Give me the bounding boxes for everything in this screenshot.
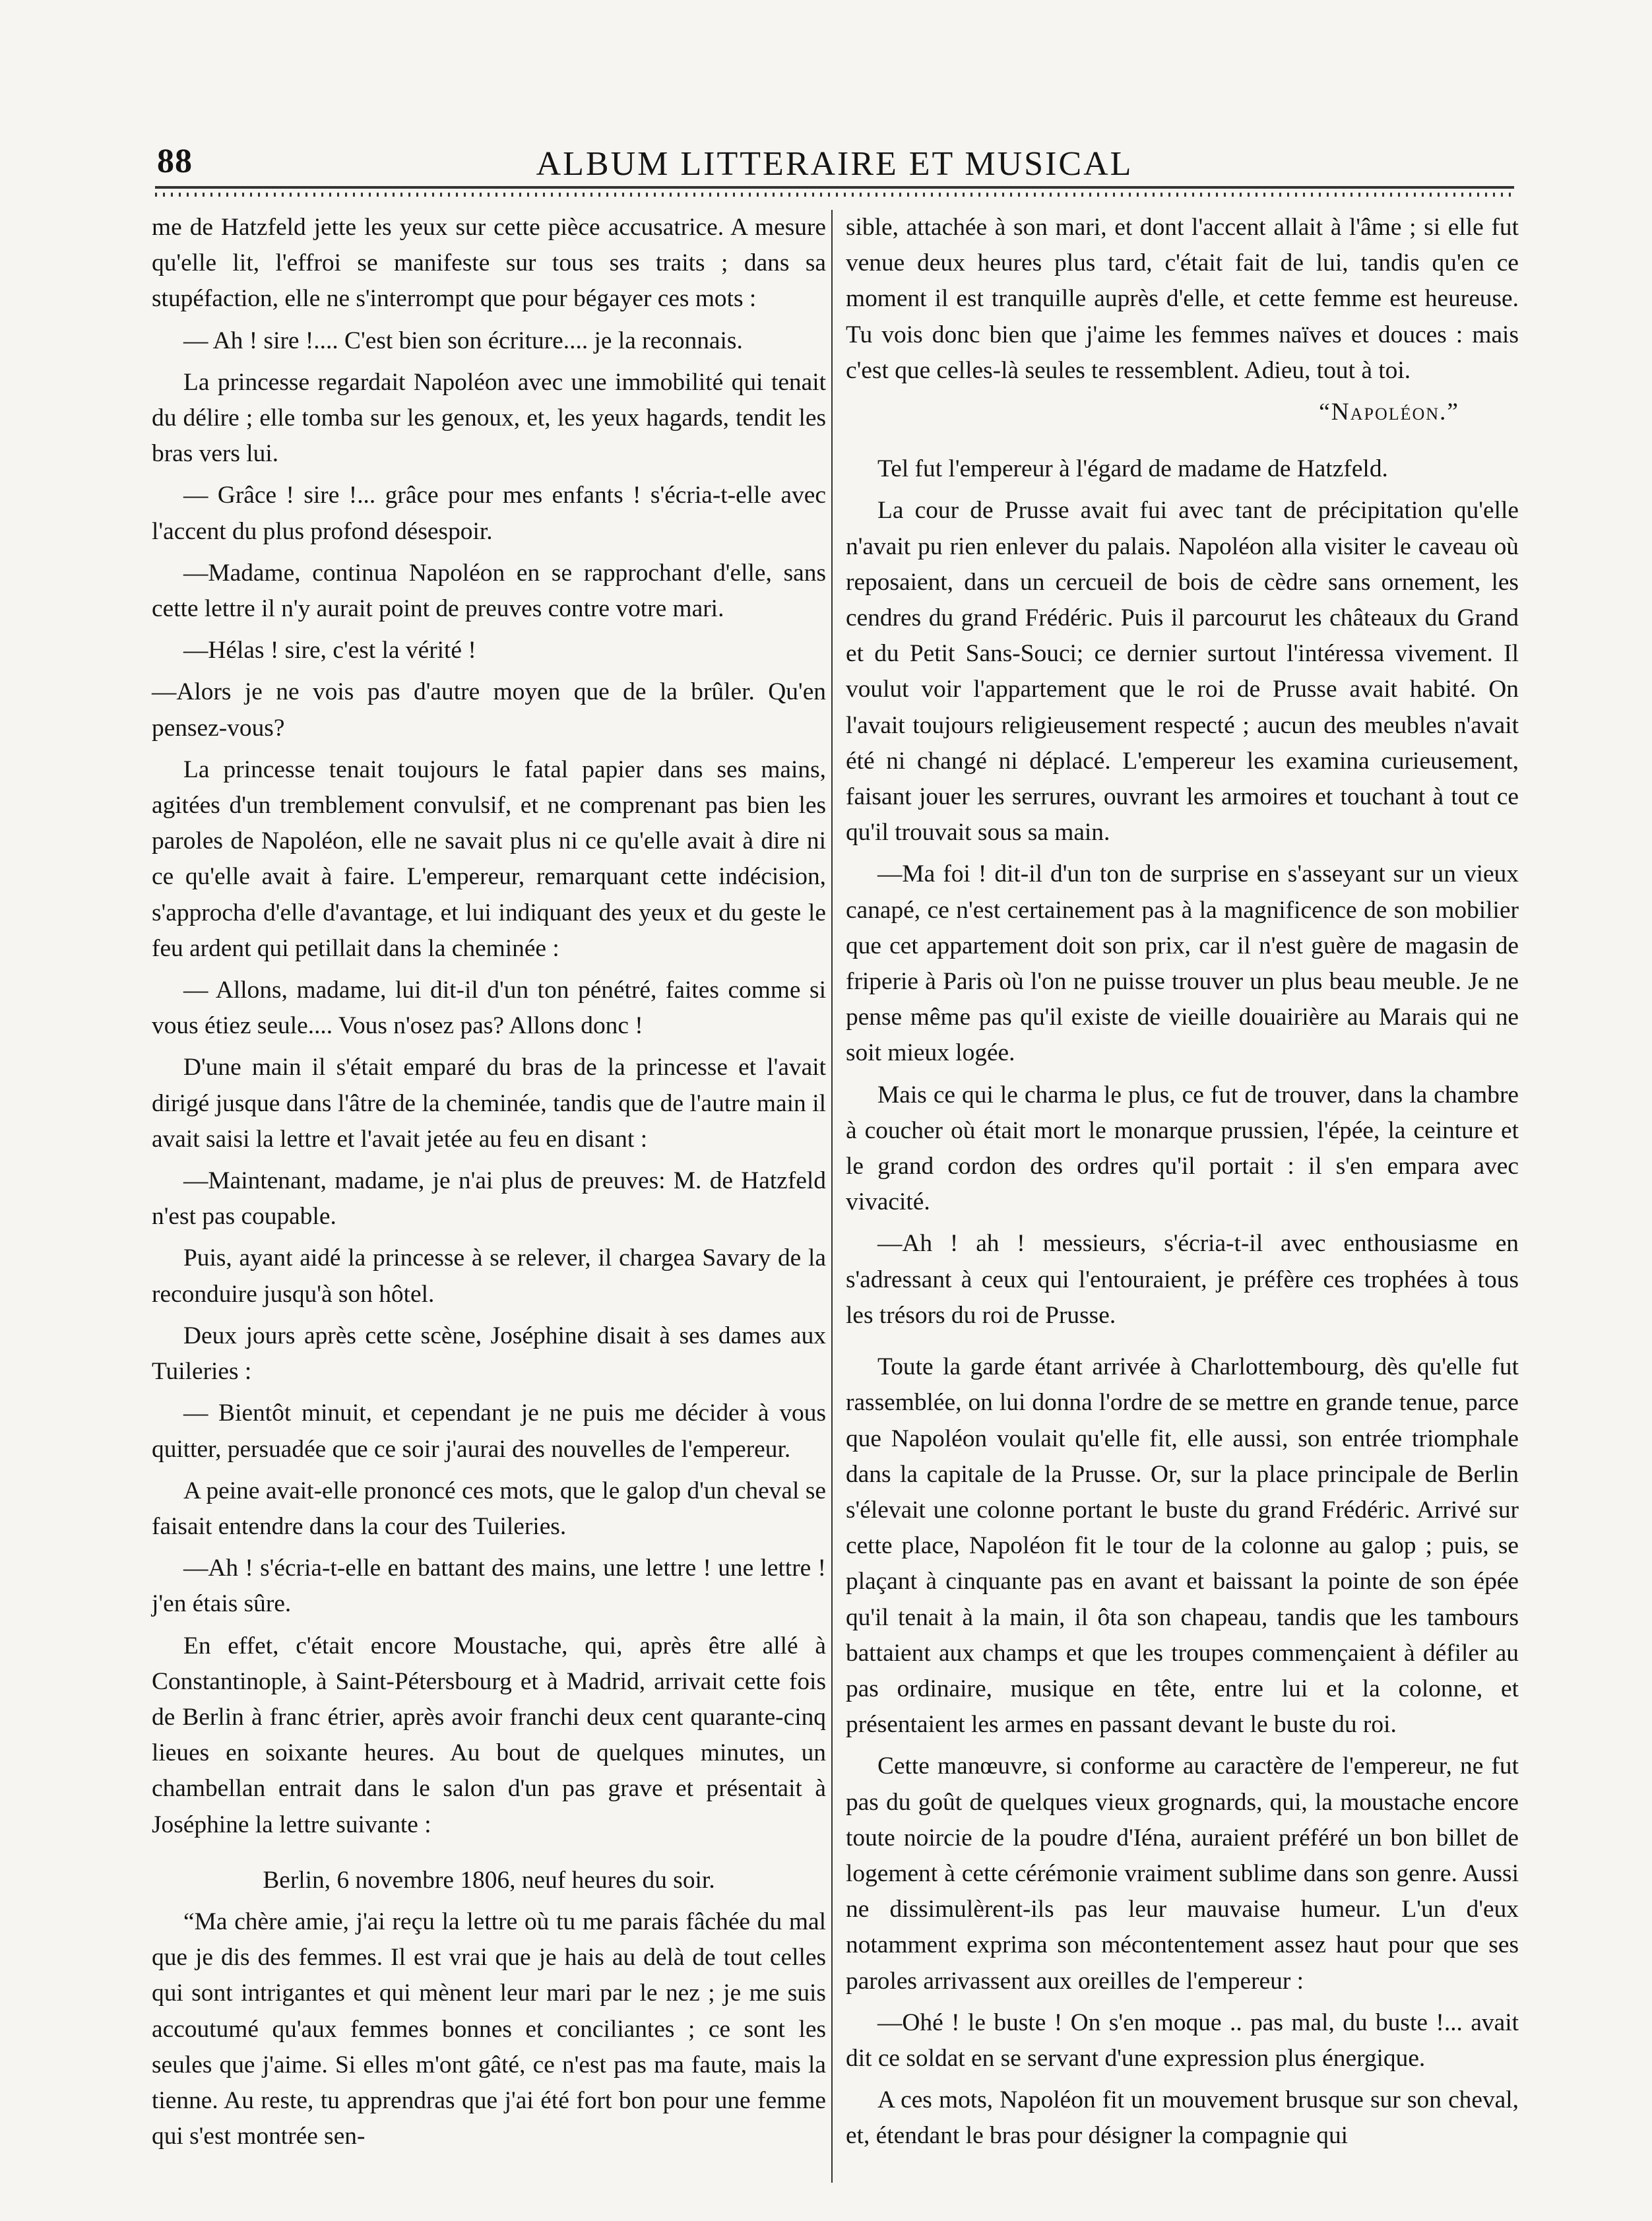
letter-text: sible, attachée à son mari, et dont l'accent allait à l'âme ; si elle fut venue deux heures plus tard, c'était fait de lui, tandis qu'en ce moment il est tranquille auprès d'elle, et cette femme est heureuse. Tu vois donc bien que j'aime les femmes naïves et douces : mais c'est que celles-là seules te ressemblent. Adieu, tout à toi. [846, 214, 1519, 384]
paragraph: A peine avait-elle prononcé ces mots, que le galop d'un cheval se faisait entendre dans la cour des Tuileries. [152, 1477, 826, 1540]
paragraph: — Ah ! sire !.... C'est bien son écriture.... je la reconnais. [183, 327, 743, 354]
page-title: ALBUM LITTERAIRE ET MUSICAL [536, 145, 1133, 183]
paragraph: —Alors je ne vois pas d'autre moyen que de la brûler. Qu'en pensez-vous? [152, 678, 826, 742]
paragraph: Cette manœuvre, si conforme au caractère de l'empereur, ne fut pas du goût de quelques vieux grognards, qui, la moustache encore toute noircie de la poudre d'Iéna, auraient préféré un bon billet de logement à cette cérémonie vraiment sublime dans son genre. Aussi ne dissimulèrent-ils pas leur mauvaise humeur. L'un d'eux notamment exprima son mécontentement assez haut pour que ses paroles arrivassent aux oreilles de l'empereur : [846, 1753, 1519, 1995]
paragraph: —Ma foi ! dit-il d'un ton de surprise en s'asseyant sur un vieux canapé, ce n'est certainement pas à la magnificence de son mobilier que cet appartement doit son prix, car il n'est guère de magasin de friperie à Paris où l'on ne puisse trouver un plus beau meuble. Je ne pense même pas qu'il existe de vieille douairière au Marais qui ne soit mieux logée. [846, 860, 1519, 1067]
paragraph: —Ohé ! le buste ! On s'en moque .. pas mal, du buste !... avait dit ce soldat en se servant d'une expression plus énergique. [846, 2009, 1519, 2072]
paragraph: La princesse tenait toujours le fatal papier dans ses mains, agitées d'un tremblement convulsif, et ne comprenant pas bien les paroles de Napoléon, elle ne savait plus ni ce qu'elle avait à dire ni ce qu'elle avait à faire. L'empereur, remarquant cette indécision, s'approcha d'elle d'avantage, et lui indiquant des yeux et du geste le feu ardent qui petillait dans la cheminée : [152, 756, 826, 962]
header-rule [155, 186, 1514, 201]
column-divider [831, 210, 833, 2183]
right-column [846, 210, 1519, 2160]
paragraph: La cour de Prusse avait fui avec tant de précipitation qu'elle n'avait pu rien enlever du palais. Napoléon alla visiter le caveau où reposaient, dans un cercueil de bois de cèdre sans ornement, les cendres du grand Frédéric. Puis il parcourut les châteaux du Grand et du Petit Sans-Souci; ce dernier surtout l'intéressa vivement. Il voulut voir l'appartement que le roi de Prusse avait habité. On l'avait toujours religieusement respecté ; aucun des meubles n'avait été ni changé ni déplacé. L'empereur les examina curieusement, faisant jouer les serrures, ouvrant les armoires et touchant à tout ce qu'il trouvait sous sa main. [846, 497, 1519, 847]
paragraph: —Ah ! ah ! messieurs, s'écria-t-il avec enthousiasme en s'adressant à ceux qui l'entouraient, je préfère ces trophées à tous les trésors du roi de Prusse. [846, 1230, 1519, 1329]
paragraph: En effet, c'était encore Moustache, qui, après être allé à Constantinople, à Saint-Pétersbourg et à Madrid, arrivait cette fois de Berlin à franc étrier, après avoir franchi deux cent quarante-cinq lieues en soixante heures. Au bout de quelques minutes, un chambellan entrait dans le salon d'un pas grave et présentait à Joséphine la lettre suivante : [152, 1632, 826, 1838]
paragraph: me de Hatzfeld jette les yeux sur cette pièce accusatrice. A mesure qu'elle lit, l'effroi se manifeste sur tous ses traits ; dans sa stupéfaction, elle ne s'interrompt que pour bégayer ces mots : [152, 214, 826, 313]
paragraph: La princesse regardait Napoléon avec une immobilité qui tenait du délire ; elle tomba sur les genoux, et, les yeux hagards, tendit les bras vers lui. [152, 368, 826, 468]
letter-text: “Ma chère amie, j'ai reçu la lettre où tu me parais fâchée du mal que je dis des femmes. Il est vrai que je hais au delà de tout celles qui sont intrigantes et qui mènent leur mari par le nez ; je me suis accoutumé qu'aux femmes bonnes et conciliantes ; ce sont les seules que j'aime. Si elles m'ont gâté, ce n'est pas ma faute, mais la tienne. Au reste, tu apprendras que j'ai été fort bon pour une femme qui s'est montrée sen- [152, 1908, 826, 2150]
paragraph: — Allons, madame, lui dit-il d'un ton pénétré, faites comme si vous étiez seule.... Vous n'osez pas? Allons donc ! [152, 977, 826, 1040]
paragraph: Mais ce qui le charma le plus, ce fut de trouver, dans la chambre à coucher où était mort le monarque prussien, l'épée, la ceinture et le grand cordon des ordres qu'il portait : il s'en empara avec vivacité. [846, 1081, 1519, 1216]
paragraph: —Hélas ! sire, c'est la vérité ! [183, 637, 476, 664]
paragraph: —Maintenant, madame, je n'ai plus de preuves: M. de Hatzfeld n'est pas coupable. [152, 1167, 826, 1231]
paragraph: Puis, ayant aidé la princesse à se relever, il chargea Savary de la reconduire jusqu'à son hôtel. [152, 1244, 826, 1308]
paragraph: —Madame, continua Napoléon en se rapprochant d'elle, sans cette lettre il n'y aurait point de preuves contre votre mari. [152, 559, 826, 623]
paragraph: — Grâce ! sire !... grâce pour mes enfants ! s'écria-t-elle avec l'accent du plus profond désespoir. [152, 482, 826, 545]
paragraph: A ces mots, Napoléon fit un mouvement brusque sur son cheval, et, étendant le bras pour désigner la compagnie qui [846, 2086, 1519, 2150]
paragraph: Deux jours après cette scène, Joséphine disait à ses dames aux Tuileries : [152, 1322, 826, 1386]
page-number: 88 [157, 143, 193, 180]
left-column [152, 210, 826, 2160]
paragraph: —Ah ! s'écria-t-elle en battant des mains, une lettre ! une lettre ! j'en étais sûre. [152, 1555, 826, 1618]
paragraph: Toute la garde étant arrivée à Charlottembourg, dès qu'elle fut rassemblée, on lui donna l'ordre de se mettre en grande tenue, parce que Napoléon voulait qu'elle fit, elle aussi, son entrée triomphale dans la capitale de la Prusse. Or, sur la place principale de Berlin s'élevait une colonne portant le buste du grand Frédéric. Arrivé sur cette place, Napoléon fit le tour de la colonne au galop ; puis, se plaçant à cinquante pas en avant et baissant la pointe de son épée qu'il tenait à la main, il ôta son chapeau, tandis que les tambours battaient aux champs et que les troupes commençaient à défiler au pas ordinaire, musique en tête, entre lui et la colonne, et présentaient les armes en passant devant le buste du roi. [846, 1353, 1519, 1739]
paragraph: — Bientôt minuit, et cependant je ne puis me décider à vous quitter, persuadée que ce soir j'aurai des nouvelles de l'empereur. [152, 1400, 826, 1463]
paragraph: Tel fut l'empereur à l'égard de madame de Hatzfeld. [877, 455, 1388, 483]
page-header [152, 142, 1517, 188]
paragraph: D'une main il s'était emparé du bras de la princesse et l'avait dirigé jusque dans l'âtre de la cheminée, tandis que de l'autre main il avait saisi la lettre et l'avait jetée au feu en disant : [152, 1054, 826, 1153]
letter-signature: “Napoléon.” [1319, 399, 1459, 426]
letter-dateline: Berlin, 6 novembre 1806, neuf heures du soir. [263, 1866, 715, 1894]
